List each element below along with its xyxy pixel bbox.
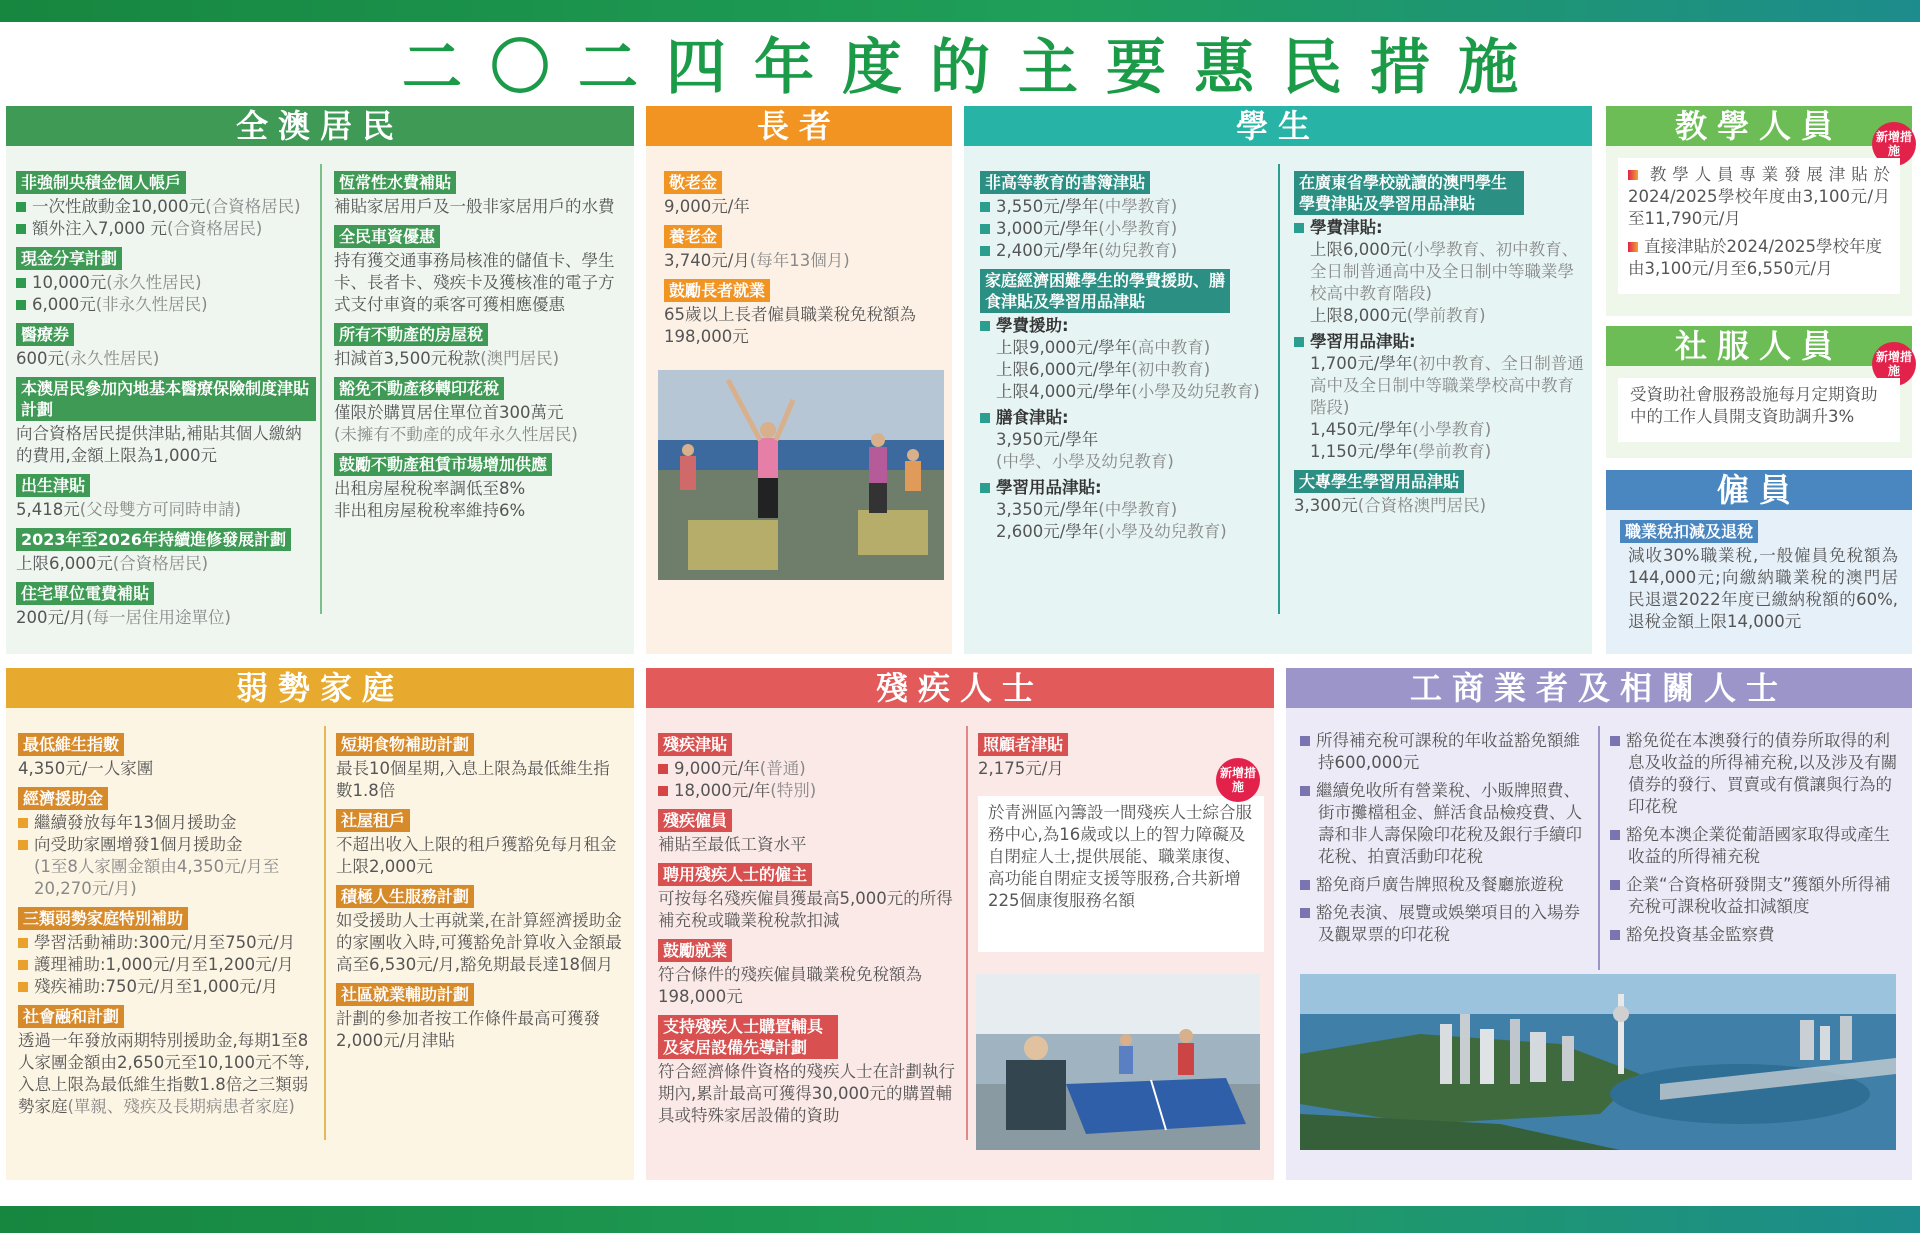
- note: (初中教育、全日制普通高中及全日制中等職業學校高中教育階段): [1310, 354, 1584, 417]
- text: 1,450元/學年: [1310, 420, 1413, 439]
- note: (永久性居民): [64, 349, 160, 368]
- text: 1,700元/學年: [1310, 354, 1413, 373]
- top-banner-bar: [0, 0, 1920, 22]
- bullet-icon: [980, 224, 990, 234]
- note: (1至8人家團金額由4,350元/月至20,270元/月): [34, 857, 280, 898]
- label-guangdong-students: 在廣東省學校就讀的澳門學生學費津貼及學習用品津貼: [1294, 171, 1524, 215]
- label-carer-allowance: 照顧者津貼: [978, 733, 1068, 756]
- note: (未擁有不動產的成年永久性居民): [334, 425, 578, 444]
- panel-employees: [1606, 470, 1912, 654]
- bullet-icon: [18, 818, 28, 828]
- label-elderly-employment: 鼓勵長者就業: [664, 279, 770, 302]
- elderly-header: 長者: [646, 106, 952, 146]
- label-food-aid: 短期食物補助計劃: [336, 733, 474, 756]
- bullet-icon: [18, 982, 28, 992]
- label-stamp-duty: 豁免不動產移轉印花稅: [334, 377, 504, 400]
- label-water-subsidy: 恆常性水費補貼: [334, 171, 456, 194]
- disabled-header: 殘疾人士: [646, 668, 1274, 708]
- divider: [320, 164, 322, 614]
- macau-skyline-image: [1300, 974, 1896, 1150]
- subheading: 學習用品津貼:: [996, 478, 1102, 497]
- note: (中學教育): [1098, 500, 1178, 519]
- text: 向合資格居民提供津貼,補貼其個人繳納的費用,金額上限為1,000元: [16, 424, 302, 465]
- bullet-icon: [980, 321, 990, 331]
- text: 教學人員專業發展津貼於2024/2025學校年度由3,100元/月至11,790元/月: [1628, 165, 1890, 228]
- bullet-icon: [1610, 736, 1620, 746]
- text: 非出租房屋稅稅率維持6%: [334, 501, 526, 520]
- photo-table-tennis: [976, 974, 1260, 1150]
- text: 上限4,000元/學年: [996, 382, 1132, 401]
- new-measure-badge: 新增措施: [1216, 758, 1260, 802]
- subheading: 學費援助:: [996, 316, 1069, 335]
- students-header: 學生: [964, 106, 1592, 146]
- text: 繼續免收所有營業稅、小販牌照費、街市攤檔租金、鮮活食品檢疫費、人壽和非人壽保險印花稅及銀行手續印花稅、拍賣活動印花稅: [1316, 781, 1582, 866]
- note: (小學教育): [1412, 420, 1492, 439]
- text: 持有獲交通事務局核准的儲值卡、學生卡、長者卡、殘疾卡及獲核准的電子方式支付車資的乘客可獲相應優惠: [334, 251, 615, 314]
- text: 補貼至最低工資水平: [658, 835, 807, 854]
- label-mainland-insurance: 本澳居民參加內地基本醫療保險制度津貼計劃: [16, 377, 316, 421]
- text: 1,150元/學年: [1310, 442, 1413, 461]
- note: (小學教育、初中教育、全日制普通高中及全日制中等職業學校高中教育階段): [1310, 240, 1579, 303]
- text: 受資助社會服務設施每月定期資助中的工作人員開支資助調升3%: [1618, 378, 1900, 442]
- text: 符合經濟條件資格的殘疾人士在計劃執行期內,累計最高可獲得30,000元的購置輔具或特殊家居設備的資助: [658, 1062, 955, 1125]
- text: 殘疾補助:750元/月至1,000元/月: [34, 977, 278, 996]
- bullet-icon: [980, 413, 990, 423]
- label-encourage-employment: 鼓勵就業: [658, 939, 732, 962]
- bullet-icon: [1300, 786, 1310, 796]
- page-title: 二〇二四年度的主要惠民措施: [402, 33, 1546, 103]
- note: (學前教育): [1412, 442, 1492, 461]
- label-minimum-subsistence: 最低維生指數: [18, 733, 124, 756]
- note: (中學教育): [1098, 197, 1178, 216]
- panel-disabled: [646, 668, 1274, 1180]
- text: 3,950元/學年: [996, 430, 1099, 449]
- vulnerable-header: 弱勢家庭: [6, 668, 634, 708]
- note: (普通): [759, 759, 806, 778]
- bullet-icon: [1628, 170, 1638, 180]
- bullet-icon: [1610, 880, 1620, 890]
- text: 計劃的參加者按工作條件最高可獲發2,000元/月津貼: [336, 1009, 600, 1050]
- text: 3,350元/學年: [996, 500, 1099, 519]
- text: 所得補充稅可課稅的年收益豁免額維持600,000元: [1316, 731, 1580, 772]
- panel-elderly: [646, 106, 952, 654]
- panel-social-workers: [1606, 326, 1912, 458]
- label-continuing-education: 2023年至2026年持續進修發展計劃: [16, 528, 291, 551]
- text: 護理補助:1,000元/月至1,200元/月: [34, 955, 294, 974]
- label-disability-allowance: 殘疾津貼: [658, 733, 732, 756]
- bullet-icon: [1294, 223, 1304, 233]
- bullet-icon: [1610, 930, 1620, 940]
- subheading: 膳食津貼:: [996, 408, 1069, 427]
- note: (每年13個月): [749, 251, 850, 270]
- label-assistive-devices: 支持殘疾人士購置輔具及家居設備先導計劃: [658, 1015, 838, 1059]
- text: 上限6,000元/學年: [996, 360, 1132, 379]
- note: (小學及幼兒教育): [1098, 522, 1227, 541]
- note: (特別): [770, 781, 817, 800]
- label-community-employment: 社區就業輔助計劃: [336, 983, 474, 1006]
- text: 出租房屋稅稅率調低至8%: [334, 479, 526, 498]
- photo-macau-skyline: [1300, 974, 1896, 1150]
- bullet-icon: [16, 224, 26, 234]
- text: 繼續發放每年13個月援助金: [34, 813, 237, 832]
- note: (單親、殘疾及長期病患者家庭): [67, 1097, 295, 1116]
- text: 上限9,000元/學年: [996, 338, 1132, 357]
- text: 豁免商戶廣告牌照稅及餐廳旅遊稅: [1316, 875, 1564, 894]
- note: (每一居住用途單位): [86, 608, 231, 627]
- note: (小學教育): [1098, 219, 1178, 238]
- bullet-icon: [980, 202, 990, 212]
- text: 豁免表演、展覽或娛樂項目的入場券及觀眾票的印花稅: [1316, 903, 1580, 944]
- text: 3,550元/學年: [996, 197, 1099, 216]
- text: 於青洲區內籌設一間殘疾人士綜合服務中心,為16歲或以上的智力障礙及自閉症人士,提供展能、職業康復、高功能自閉症支援等服務,合共新增225個康復服務名額: [978, 796, 1264, 952]
- text: 65歲以上長者僱員職業稅免稅額為198,000元: [664, 305, 916, 346]
- panel-business: [1286, 668, 1912, 1180]
- label-employers: 聘用殘疾人士的僱主: [658, 863, 812, 886]
- text: 豁免從在本澳發行的債券所取得的利息及收益的所得補充稅,以及涉及有關債券的發行、買賣或有償讓與行為的印花稅: [1626, 731, 1898, 816]
- text: 向受助家團增發1個月援助金: [34, 835, 243, 854]
- label-senior-allowance: 敬老金: [664, 171, 722, 194]
- note: (學前教育): [1406, 306, 1486, 325]
- text: 10,000元: [32, 273, 107, 292]
- panel-teachers: [1606, 106, 1912, 316]
- note: (合資格居民): [112, 554, 209, 573]
- text: 600元: [16, 349, 64, 368]
- bottom-banner-bar: [0, 1206, 1920, 1233]
- photo-elderly-exercise: [658, 370, 944, 580]
- text: 一次性啟動金10,000元: [32, 197, 206, 216]
- text: 豁免投資基金監察費: [1626, 925, 1775, 944]
- text: 2,175元/月: [978, 759, 1064, 778]
- label-needy-students: 家庭經濟困難學生的學費援助、膳食津貼及學習用品津貼: [980, 269, 1230, 313]
- text: 透過一年發放兩期特別援助金,每期1至8人家團金額由2,650元至10,100元不等,入息上限為最低維生指數1.8倍之三類弱勢家庭: [18, 1031, 310, 1116]
- label-fare-discount: 全民車資優惠: [334, 225, 440, 248]
- text: 學習活動補助:300元/月至750元/月: [34, 933, 296, 952]
- text: 額外注入7,000 元: [32, 219, 167, 238]
- text: 可按每名殘疾僱員獲最高5,000元的所得補充稅或職業稅稅款扣減: [658, 889, 953, 930]
- text: 扣減首3,500元稅款: [334, 349, 481, 368]
- text: 豁免本澳企業從葡語國家取得或產生收益的所得補充稅: [1626, 825, 1890, 866]
- text: 上限8,000元: [1310, 306, 1407, 325]
- label-book-allowance: 非高等教育的書簿津貼: [980, 171, 1150, 194]
- panel-students: [964, 106, 1592, 654]
- label-rental-market: 鼓勵不動產租賃市場增加供應: [334, 453, 552, 476]
- text: 2,400元/學年: [996, 241, 1099, 260]
- text: 減收30%職業稅,一般僱員免稅額為144,000元;向繳納職業稅的澳門居民退還2022年度已繳納稅額的60%,退稅金額上限14,000元: [1628, 546, 1898, 631]
- bullet-icon: [1628, 242, 1638, 252]
- label-financial-aid: 經濟援助金: [18, 787, 108, 810]
- note: (小學及幼兒教育): [1131, 382, 1260, 401]
- text: 不超出收入上限的租戶獲豁免每月租金上限2,000元: [336, 835, 617, 876]
- new-measure-badge: 新增措施: [1872, 342, 1916, 386]
- label-salary-tax: 職業稅扣減及退稅: [1620, 520, 1758, 543]
- panel-residents: [6, 106, 634, 654]
- note: (父母雙方可同時申請): [79, 500, 242, 519]
- note: (合資格居民): [205, 197, 301, 216]
- bullet-icon: [16, 300, 26, 310]
- text: 僅限於購買居住單位首300萬元: [334, 403, 564, 422]
- label-positive-life: 積極人生服務計劃: [336, 885, 474, 908]
- text: 5,418元: [16, 500, 80, 519]
- text: 200元/月: [16, 608, 87, 627]
- label-social-housing: 社屋租戶: [336, 809, 410, 832]
- note: (中學、小學及幼兒教育): [996, 452, 1174, 471]
- elderly-exercise-image: [658, 370, 944, 580]
- table-tennis-image: [976, 974, 1260, 1150]
- text: 符合條件的殘疾僱員職業稅免稅額為198,000元: [658, 965, 922, 1006]
- label-property-tax: 所有不動產的房屋稅: [334, 323, 488, 346]
- divider: [1278, 164, 1280, 614]
- text: 企業“合資格研發開支”獲額外所得補充稅可課稅收益扣減額度: [1626, 875, 1891, 916]
- bullet-icon: [18, 938, 28, 948]
- text: 最長10個星期,入息上限為最低維生指數1.8倍: [336, 759, 610, 800]
- label-social-integration: 社會融和計劃: [18, 1005, 124, 1028]
- text: 6,000元: [32, 295, 96, 314]
- text: 2,600元/學年: [996, 522, 1099, 541]
- note: (幼兒教育): [1098, 241, 1178, 260]
- bullet-icon: [18, 960, 28, 970]
- business-header: 工商業者及相關人士: [1286, 668, 1912, 708]
- teachers-header: 教學人員: [1606, 106, 1912, 146]
- divider: [324, 726, 326, 1140]
- bullet-icon: [980, 246, 990, 256]
- note: (永久性居民): [106, 273, 202, 292]
- label-birth-allowance: 出生津貼: [16, 474, 90, 497]
- divider: [966, 726, 968, 1140]
- new-measure-badge: 新增措施: [1872, 122, 1916, 166]
- bullet-icon: [16, 202, 26, 212]
- bullet-icon: [1610, 830, 1620, 840]
- text: 上限6,000元: [1310, 240, 1407, 259]
- label-pension: 養老金: [664, 225, 722, 248]
- bullet-icon: [18, 840, 28, 850]
- bullet-icon: [1300, 736, 1310, 746]
- text: 如受援助人士再就業,在計算經濟援助金的家團收入時,可獲豁免計算收入金額最高至6,530元/月,豁免期最長達18個月: [336, 911, 622, 974]
- note: (澳門居民): [480, 349, 560, 368]
- text: 3,740元/月: [664, 251, 750, 270]
- text: 4,350元/一人家團: [18, 759, 154, 778]
- note: (合資格居民): [166, 219, 263, 238]
- label-tertiary-students: 大專學生學習用品津貼: [1294, 470, 1464, 493]
- text: 9,000元/年: [674, 759, 760, 778]
- text: 3,300元: [1294, 496, 1358, 515]
- note: (合資格澳門居民): [1357, 496, 1487, 515]
- note: (高中教育): [1131, 338, 1211, 357]
- note: (初中教育): [1131, 360, 1211, 379]
- text: 直接津貼於2024/2025學校年度由3,100元/月至6,550元/月: [1628, 237, 1883, 278]
- bullet-icon: [658, 786, 668, 796]
- bullet-icon: [1300, 880, 1310, 890]
- label-disabled-employees: 殘疾僱員: [658, 809, 732, 832]
- text: 補貼家居用戶及一般非家居用戶的水費: [334, 197, 615, 216]
- text: 9,000元/年: [664, 197, 750, 216]
- text: 上限6,000元: [16, 554, 113, 573]
- note: (非永久性居民): [95, 295, 208, 314]
- divider: [1598, 726, 1600, 970]
- label-special-subsidy: 三類弱勢家庭特別補助: [18, 907, 188, 930]
- social-header: 社服人員: [1606, 326, 1912, 366]
- text: 18,000元/年: [674, 781, 771, 800]
- label-cash-share: 現金分享計劃: [16, 247, 122, 270]
- employees-header: 僱員: [1606, 470, 1912, 510]
- label-medical-voucher: 醫療券: [16, 323, 74, 346]
- text: 3,000元/學年: [996, 219, 1099, 238]
- subheading: 學費津貼:: [1310, 218, 1383, 237]
- bullet-icon: [980, 483, 990, 493]
- subheading: 學習用品津貼:: [1310, 332, 1416, 351]
- bullet-icon: [1300, 908, 1310, 918]
- bullet-icon: [1294, 337, 1304, 347]
- label-mpf: 非強制央積金個人帳戶: [16, 171, 186, 194]
- residents-header: 全澳居民: [6, 106, 634, 146]
- bullet-icon: [658, 764, 668, 774]
- bullet-icon: [16, 278, 26, 288]
- label-electricity-subsidy: 住宅單位電費補貼: [16, 582, 154, 605]
- panel-vulnerable-families: [6, 668, 634, 1180]
